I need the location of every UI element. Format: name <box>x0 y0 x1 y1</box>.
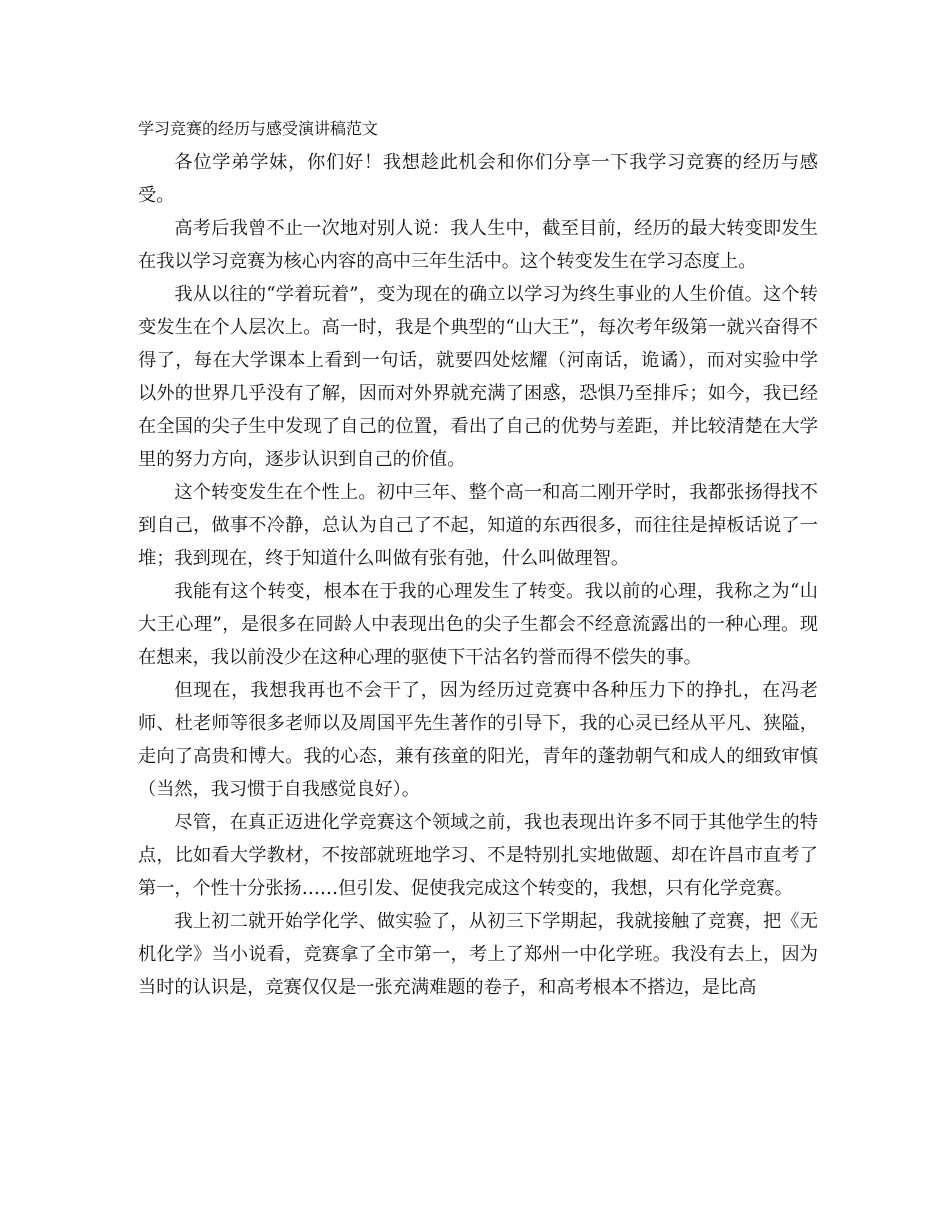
paragraph-4: 这个转变发生在个性上。初中三年、整个高一和高二刚开学时，我都张扬得找不到自己，做事不冷静，总认为自己了不起，知道的东西很多，而往往是掉板话说了一堆；我到现在，终于知道什么叫做有张有弛，什么叫做理智。 <box>138 482 818 569</box>
paragraph-5: 我能有这个转变，根本在于我的心理发生了转变。我以前的心理，我称之为“山大王心理”，是很多在同龄人中表现出色的尖子生都会不经意流露出的一种心理。现在想来，我以前没少在这种心理的驱使下干沽名钓誉而得不偿失的事。 <box>138 581 818 668</box>
paragraph-6: 但现在，我想我再也不会干了，因为经历过竞赛中各种压力下的挣扎，在冯老师、杜老师等很多老师以及周国平先生著作的引导下，我的心灵已经从平凡、狭隘，走向了高贵和博大。我的心态，兼有孩童的阳光，青年的蓬勃朝气和成人的细致审慎（当然，我习惯于自我感觉良好）。 <box>138 680 818 800</box>
paragraph-8: 我上初二就开始学化学、做实验了，从初三下学期起，我就接触了竞赛，把《无机化学》当小说看，竞赛拿了全市第一，考上了郑州一中化学班。我没有去上，因为当时的认识是，竞赛仅仅是一张充满难题的卷子，和高考根本不搭边，是比高 <box>138 911 818 998</box>
paragraph-2: 高考后我曾不止一次地对别人说：我人生中，截至目前，经历的最大转变即发生在我以学习竞赛为核心内容的高中三年生活中。这个转变发生在学习态度上。 <box>138 218 818 272</box>
paragraph-7: 尽管，在真正迈进化学竞赛这个领域之前，我也表现出许多不同于其他学生的特点，比如看大学教材，不按部就班地学习、不是特别扎实地做题、却在许昌市直考了第一，个性十分张扬……但引发、促使我完成这个转变的，我想，只有化学竞赛。 <box>138 812 818 899</box>
document-title: 学习竞赛的经历与感受演讲稿范文 <box>138 119 379 138</box>
paragraph-3: 我从以往的“学着玩着”，变为现在的确立以学习为终生事业的人生价值。这个转变发生在个人层次上。高一时，我是个典型的“山大王”，每次考年级第一就兴奋得不得了，每在大学课本上看到一句话，就要四处炫耀（河南话，诡谲），而对实验中学以外的世界几乎没有了解，因而对外界就充满了困惑，恐惧乃至排斥；如今，我已经在全国的尖子生中发现了自己的位置，看出了自己的优势与差距，并比较清楚在大学里的努力方向，逐步认识到自己的价值。 <box>138 284 818 470</box>
paragraph-1: 各位学弟学妹，你们好！我想趁此机会和你们分享一下我学习竞赛的经历与感受。 <box>138 152 818 206</box>
document-body <box>138 118 818 1004</box>
